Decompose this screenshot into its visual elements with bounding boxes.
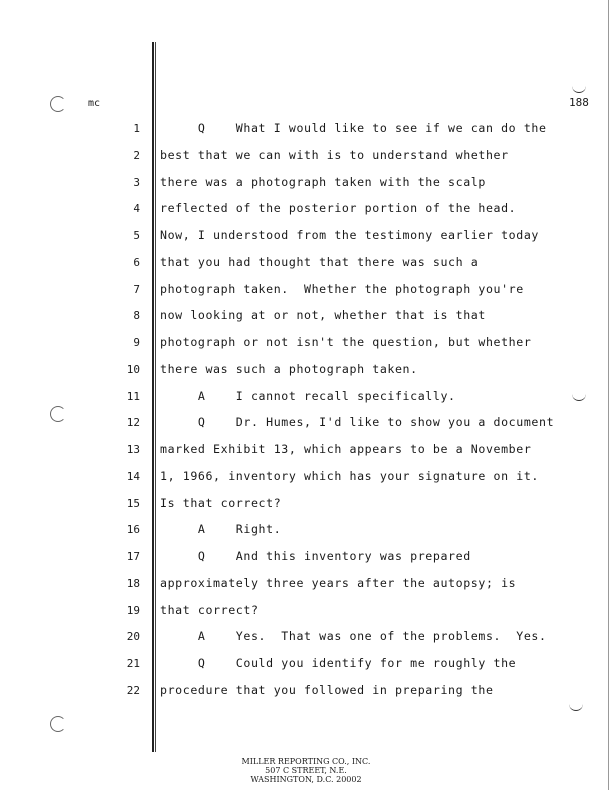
page-edge xyxy=(608,0,609,790)
punch-hole-middle xyxy=(50,406,66,422)
transcript-line: reflected of the posterior portion of the head. xyxy=(160,201,517,215)
transcript-line: Q Could you identify for me roughly the xyxy=(160,656,517,670)
transcript-line: A Right. xyxy=(160,522,282,536)
left-margin-rule-inner xyxy=(155,42,156,752)
transcript-line: marked Exhibit 13, which appears to be a November xyxy=(160,442,532,456)
line-number: 6 xyxy=(133,256,140,269)
transcript-line: A I cannot recall specifically. xyxy=(160,389,456,403)
line-number: 11 xyxy=(126,390,140,403)
line-number: 22 xyxy=(126,684,140,697)
transcript-line: photograph or not isn't the question, but whether xyxy=(160,335,532,349)
line-number: 19 xyxy=(126,604,140,617)
transcript-line: photograph taken. Whether the photograph you're xyxy=(160,282,524,296)
line-number: 15 xyxy=(126,497,140,510)
line-number: 10 xyxy=(126,363,140,376)
tick-mark-bottom xyxy=(569,702,583,711)
transcript-line: 1, 1966, inventory which has your signature on it. xyxy=(160,469,540,483)
transcript-line: best that we can with is to understand whether xyxy=(160,148,509,162)
footer-street: 507 C STREET, N.E. xyxy=(265,766,347,775)
line-number: 12 xyxy=(126,416,140,429)
transcript-line: that you had thought that there was such a xyxy=(160,255,479,269)
line-number: 7 xyxy=(133,283,140,296)
left-margin-rule xyxy=(152,42,154,752)
line-number: 13 xyxy=(126,443,140,456)
page-number: 188 xyxy=(569,96,589,109)
line-number: 2 xyxy=(133,149,140,162)
reporter-initials: mc xyxy=(88,98,101,109)
line-number: 3 xyxy=(133,176,140,189)
transcript-line: Now, I understood from the testimony earlier today xyxy=(160,228,540,242)
line-number: 17 xyxy=(126,550,140,563)
punch-hole-top xyxy=(50,96,66,112)
transcript-line: Q What I would like to see if we can do the xyxy=(160,121,547,135)
transcript-line: Q Dr. Humes, I'd like to show you a document xyxy=(160,415,555,429)
line-number: 8 xyxy=(133,309,140,322)
transcript-line: that correct? xyxy=(160,603,259,617)
line-number: 21 xyxy=(126,657,140,670)
line-number: 5 xyxy=(133,229,140,242)
transcript-line: A Yes. That was one of the problems. Yes. xyxy=(160,629,547,643)
line-number: 1 xyxy=(133,122,140,135)
footer-company: MILLER REPORTING CO., INC. xyxy=(241,757,371,766)
tick-mark-middle xyxy=(572,392,586,401)
line-number: 9 xyxy=(133,336,140,349)
line-number: 18 xyxy=(126,577,140,590)
transcript-line: now looking at or not, whether that is that xyxy=(160,308,486,322)
line-number: 14 xyxy=(126,470,140,483)
line-number: 20 xyxy=(126,630,140,643)
punch-hole-bottom xyxy=(50,716,66,732)
transcript-line: approximately three years after the autopsy; is xyxy=(160,576,517,590)
tick-mark-top xyxy=(572,84,586,93)
transcript-line: there was a photograph taken with the scalp xyxy=(160,175,486,189)
transcript-line: there was such a photograph taken. xyxy=(160,362,418,376)
transcript-line: Q And this inventory was prepared xyxy=(160,549,471,563)
line-number: 16 xyxy=(126,523,140,536)
transcript-line: procedure that you followed in preparing the xyxy=(160,683,494,697)
line-number: 4 xyxy=(133,202,140,215)
transcript-line: Is that correct? xyxy=(160,496,282,510)
footer-city: WASHINGTON, D.C. 20002 xyxy=(250,775,362,784)
